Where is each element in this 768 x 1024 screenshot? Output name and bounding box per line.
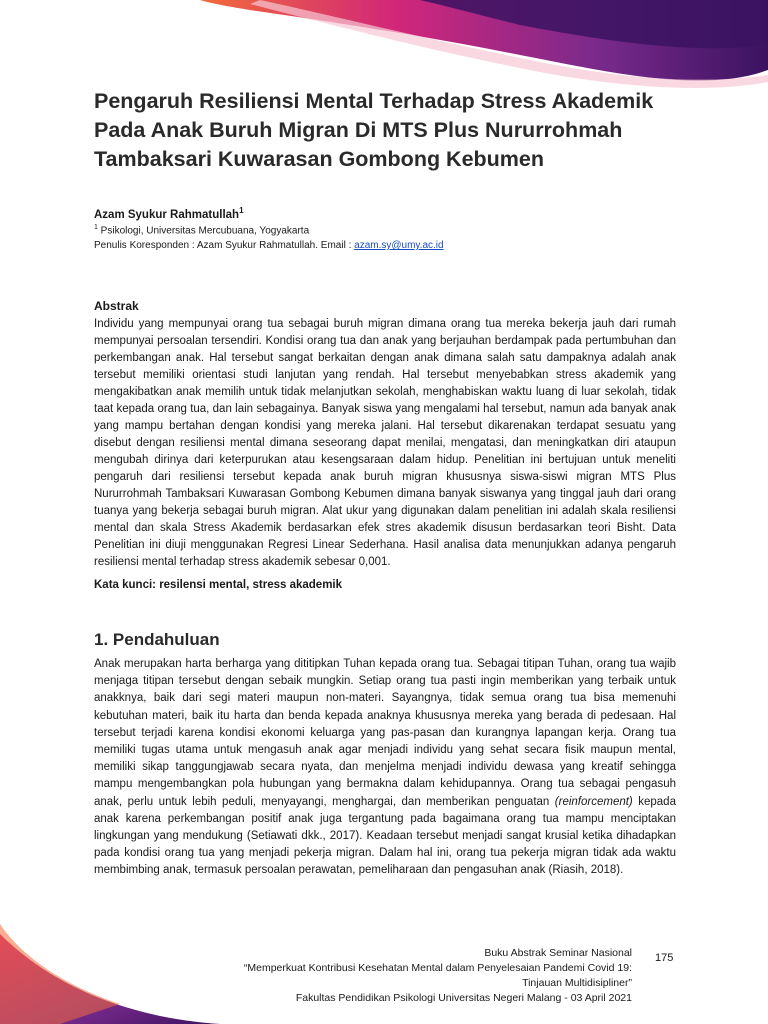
affiliation-text: Psikologi, Universitas Mercubuana, Yogyakarta [97, 225, 310, 237]
author-line [94, 206, 244, 221]
footer-block [172, 946, 632, 1006]
footer-line-3: Tinjauan Multidisipliner” [522, 977, 632, 989]
affiliation-superscript: 1 [94, 224, 98, 231]
keywords-values: resilensi mental, stress akademik [159, 579, 343, 591]
footer-line-4: Fakultas Pendidikan Psikologi Universitas Negeri Malang - 03 April 2021 [295, 992, 632, 1004]
section-body-italic: (reinforcement) [554, 795, 633, 808]
corresponding-author-line [94, 240, 444, 251]
page-number: 175 [655, 952, 674, 964]
abstract-body: Individu yang mempunyai orang tua sebagai buruh migran dimana orang tua mereka bekerja jauh dari rumah mempunyai persoalan tersendiri. Kondisi orang tua dan anak yang berjauhan berdampak pada pertumbuhan dan perkembangan anak. Hal tersebut sangat berkaitan dengan anak dimana salah satu dampaknya adalah anak tersebut memiliki orientasi studi lanjutan yang rendah. Hal tersebut menyebabkan stress akademik yang mengakibatkan anak memilih untuk tidak melanjutkan sekolah, menghabiskan waktu luang di luar sekolah, tidak taat kepada orang tua, dan lain sebagainya. Banyak siswa yang mengalami hal tersebut, namun ada banyak anak yang mampu bertahan dengan kondisi yang mereka jalani. Hal tersebut dikarenakan terdapat sesuatu yang disebut dengan resiliensi mental dimana seseorang dapat menilai, mengatasi, dan meningkatkan diri ataupun mengubah dirinya dari keterpurukan atau kesengsaraan dalam hidup. Penelitian ini bertujuan untuk meneliti pengaruh dari resiliensi tersebut kepada anak buruh migran khususnya siswa-siswi migran MTS Plus Nururrohmah Tambaksari Kuwarasan Gombong Kebumen dimana banyak siswanya yang tinggal jauh dari orang tuanya yang bekerja sebagai buruh migran. Alat ukur yang digunakan dalam penelitian ini adalah skala resiliensi mental dan skala Stress Akademik berdasarkan efek stres akademik disusun berdasarkan teori Bisht. Data Penelitian ini diuji menggunakan Regresi Linear Sederhana. Hasil analisa data menunjukkan adanya pengaruh resiliensi mental terhadap stress akademik sebesar 0,001. [94, 318, 676, 568]
keywords-label: Kata kunci: [94, 579, 160, 591]
footer-line-2: “Memperkuat Kontribusi Kesehatan Mental dalam Penyelesaian Pandemi Covid 19: [243, 962, 632, 974]
email-link[interactable]: azam.sy@umy.ac.id [354, 240, 444, 251]
affiliation-line [94, 224, 309, 236]
abstract-heading: Abstrak [94, 299, 139, 313]
keywords-line [94, 579, 342, 591]
section-body-part2: kepada anak karena perkembangan positif anak juga tergantung pada bagaimana orang tua mampu menciptakan lingkungan yang mendukung (Setiawati dkk., 2017). Keadaan tersebut menjadi sangat krusial ketika dihadapkan pada kondisi orang tua yang menjadi pekerja migran. Dalam hal ini, orang tua pekerja migran tidak ada waktu membimbing anak, termasuk persoalan perawatan, pemeliharaan dan pengasuhan anak (Riasih, 2018). [94, 795, 676, 877]
footer-line-1: Buku Abstrak Seminar Nasional [484, 947, 632, 959]
section-heading-pendahuluan: 1. Pendahuluan [94, 630, 220, 649]
corresponding-label: Penulis Koresponden : Azam Syukur Rahmatullah. Email : [94, 240, 355, 251]
section-body-pendahuluan [94, 656, 676, 880]
author-name: Azam Syukur Rahmatullah [94, 208, 240, 221]
author-superscript: 1 [239, 206, 244, 215]
paper-title: Pengaruh Resiliensi Mental Terhadap Stress Akademik Pada Anak Buruh Migran Di MTS Plus Nururrohmah Tambaksari Kuwarasan Gombong Kebumen [94, 89, 654, 171]
section-body-part1: Anak merupakan harta berharga yang dititipkan Tuhan kepada orang tua. Sebagai titipan Tuhan, orang tua wajib menjaga titipan tersebut dengan sebaik mungkin. Setiap orang tua pasti ingin memberikan yang terbaik untuk anakknya, baik dari segi materi maupun non-materi. Sayangnya, tidak semua orang tua bisa memenuhi kebutuhan materi, baik itu harta dan benda kepada anaknya khususnya mereka yang berada di pedesaan. Hal tersebut terjadi karena kondisi ekonomi keluarga yang pas-pasan dan kurangnya lapangan kerja. Orang tua memiliki tugas utama untuk mengasuh anak agar menjadi individu yang sehat secara fisik maupun mental, memiliki sikap tanggungjawab secara nyata, dan menjelma menjadi individu dewasa yang kreatif sehingga mampu mengembangkan pola hubungan yang bermakna dalam kehidupannya. Orang tua sebagai pengasuh anak, perlu untuk lebih peduli, menyayangi, menghargai, dan memberikan penguatan [94, 658, 676, 808]
